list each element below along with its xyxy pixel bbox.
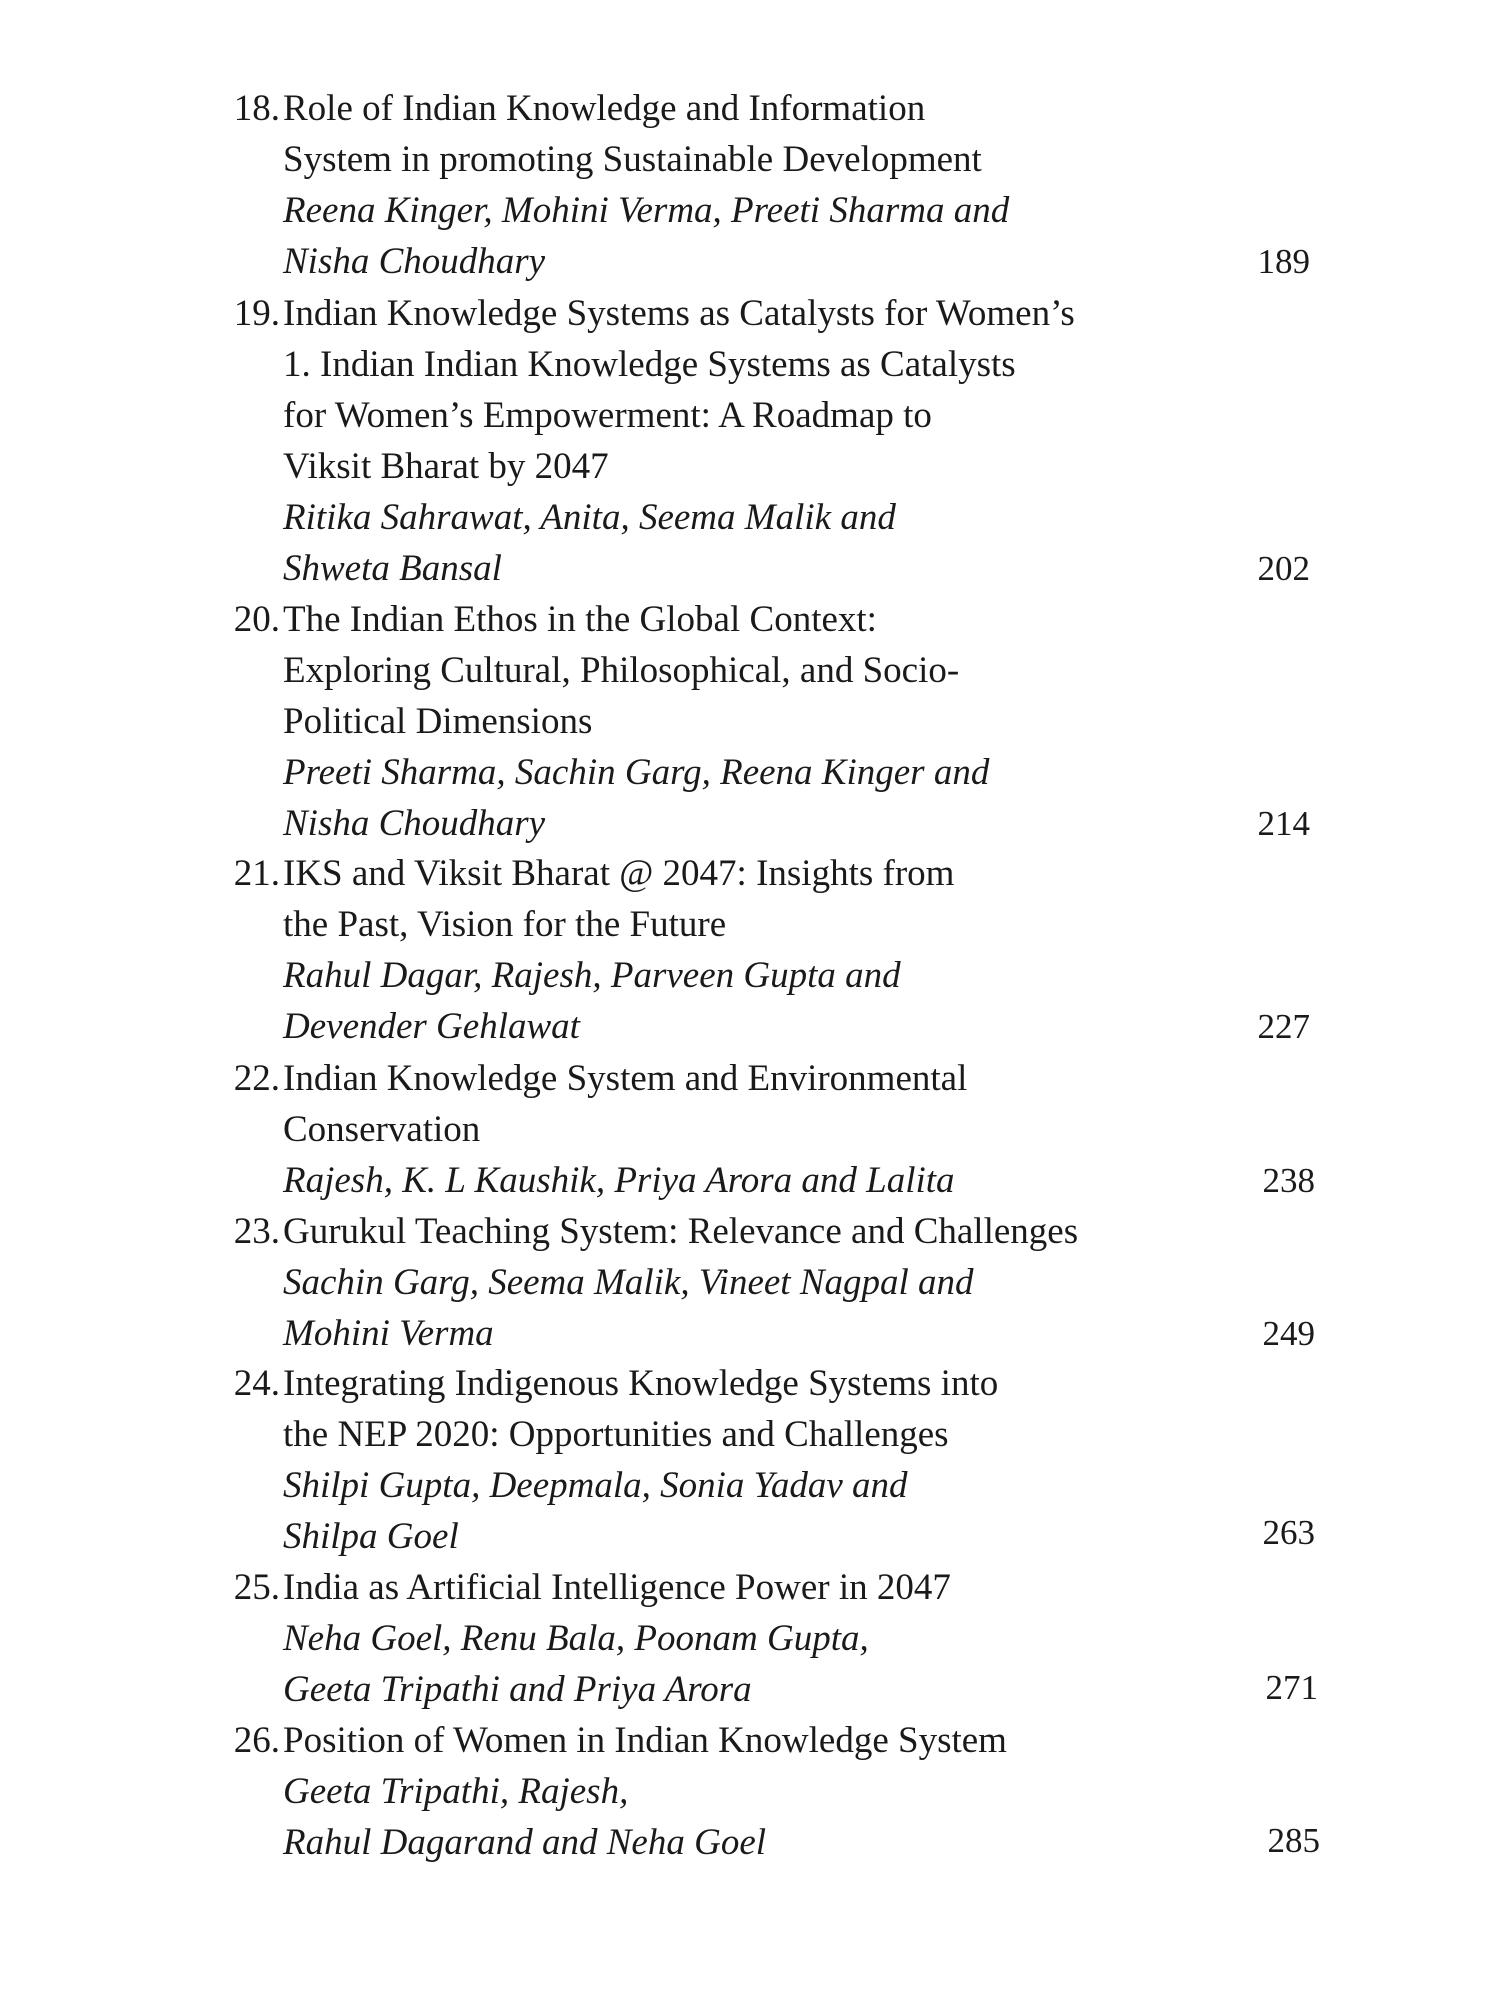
entry-title-line: for Women’s Empowerment: A Roadmap to (283, 395, 932, 436)
entry-number: 21. (233, 853, 280, 894)
entry-authors-line: Rajesh, K. L Kaushik, Priya Arora and Lalita (283, 1160, 955, 1201)
entry-authors-line: Reena Kinger, Mohini Verma, Preeti Sharma and (283, 190, 1010, 231)
entry-page-number: 189 (1257, 242, 1310, 281)
entry-page-number: 271 (1265, 1668, 1318, 1707)
entry-title-line: Political Dimensions (283, 701, 593, 742)
entry-authors-line: Shweta Bansal (283, 548, 502, 589)
entry-authors-line: Rahul Dagarand and Neha Goel (283, 1822, 767, 1863)
entry-title-line: the NEP 2020: Opportunities and Challenges (283, 1414, 949, 1455)
entry-authors-line: Nisha Choudhary (283, 803, 546, 844)
entry-authors-line: Rahul Dagar, Rajesh, Parveen Gupta and (283, 955, 901, 996)
entry-authors-line: Devender Gehlawat (283, 1006, 580, 1047)
entry-number: 23. (233, 1211, 280, 1252)
entry-authors-line: Neha Goel, Renu Bala, Poonam Gupta, (283, 1618, 869, 1659)
entry-authors-line: Nisha Choudhary (283, 241, 546, 282)
entry-authors-line: Sachin Garg, Seema Malik, Vineet Nagpal and (283, 1262, 974, 1303)
entry-authors-line: Preeti Sharma, Sachin Garg, Reena Kinger and (283, 752, 990, 793)
entry-title-line: Indian Knowledge Systems as Catalysts for Women’s (283, 293, 1075, 334)
entry-page-number: 285 (1267, 1821, 1320, 1860)
entry-authors-line: Ritika Sahrawat, Anita, Seema Malik and (283, 497, 896, 538)
entry-title-line: Conservation (283, 1109, 481, 1150)
entry-title-line: the Past, Vision for the Future (283, 904, 727, 945)
entry-authors-line: Shilpa Goel (283, 1516, 459, 1557)
entry-authors-line: Mohini Verma (283, 1313, 494, 1354)
entry-number: 18. (233, 88, 280, 129)
entry-number: 22. (233, 1058, 280, 1099)
entry-title-line: 1. Indian Indian Knowledge Systems as Catalysts (283, 344, 1016, 385)
entry-authors-line: Geeta Tripathi and Priya Arora (283, 1669, 752, 1710)
entry-title-line: System in promoting Sustainable Development (283, 139, 982, 180)
entry-page-number: 263 (1262, 1513, 1315, 1552)
entry-number: 20. (233, 599, 280, 640)
entry-title-line: Gurukul Teaching System: Relevance and Challenges (283, 1211, 1079, 1252)
entry-title-line: Role of Indian Knowledge and Information (283, 88, 926, 129)
entry-title-line: Exploring Cultural, Philosophical, and Socio- (283, 650, 960, 691)
entry-number: 19. (233, 293, 280, 334)
entry-number: 24. (233, 1363, 280, 1404)
entry-page-number: 202 (1257, 549, 1310, 588)
entry-title-line: The Indian Ethos in the Global Context: (283, 599, 877, 640)
entry-page-number: 238 (1262, 1161, 1315, 1200)
entry-title-line: India as Artificial Intelligence Power in 2047 (283, 1567, 951, 1608)
entry-title-line: IKS and Viksit Bharat @ 2047: Insights from (283, 853, 955, 894)
entry-page-number: 227 (1257, 1007, 1310, 1046)
entry-title-line: Position of Women in Indian Knowledge System (283, 1720, 1007, 1761)
entry-page-number: 249 (1262, 1314, 1315, 1353)
entry-title-line: Indian Knowledge System and Environmental (283, 1058, 968, 1099)
entry-authors-line: Geeta Tripathi, Rajesh, (283, 1771, 629, 1812)
entry-title-line: Integrating Indigenous Knowledge Systems into (283, 1363, 999, 1404)
entry-number: 25. (233, 1567, 280, 1608)
entry-number: 26. (233, 1720, 280, 1761)
entry-title-line: Viksit Bharat by 2047 (283, 446, 609, 487)
entry-authors-line: Shilpi Gupta, Deepmala, Sonia Yadav and (283, 1465, 908, 1506)
entry-page-number: 214 (1257, 804, 1310, 843)
